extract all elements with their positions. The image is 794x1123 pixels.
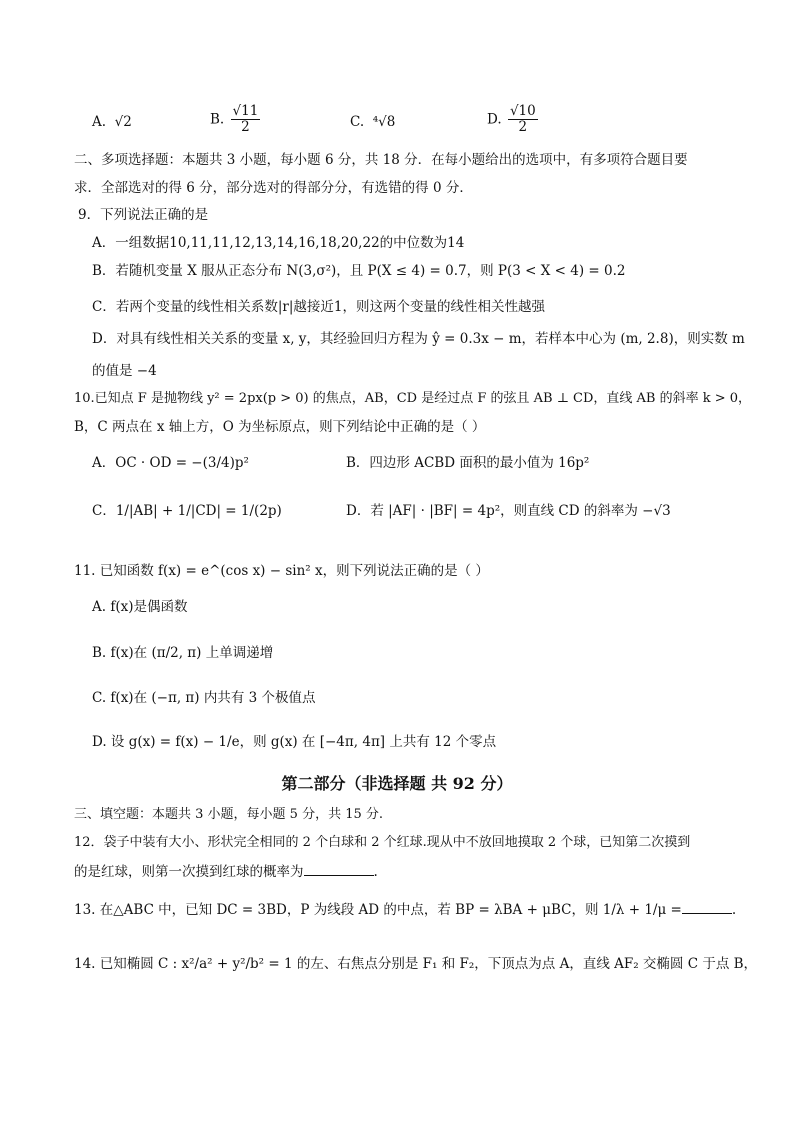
q12-line1: 12．袋子中装有大小、形状完全相同的 2 个白球和 2 个红球.现从中不放回地摸取 2 个球，已知第二次摸到 [74, 835, 691, 850]
q8-option-a: A. √2 [92, 114, 132, 130]
q14-line: 14. 已知椭圆 C : x²/a² + y²/b² = 1 的左、右焦点分别是 F₁ 和 F₂，下顶点为点 A，直线 AF₂ 交椭圆 C 于点 B， [74, 956, 758, 972]
section2-line2: 求．全部选对的得 6 分，部分选对的得部分分，有选错的得 0 分． [74, 180, 473, 196]
q9-option-a: A．一组数据10,11,11,12,13,14,16,18,20,22的中位数为14 [92, 235, 465, 251]
section3-header: 三、填空题：本题共 3 小题，每小题 5 分，共 15 分. [74, 807, 384, 822]
q11-option-a: A. f(x)是偶函数 [92, 599, 188, 615]
q9-stem: 9．下列说法正确的是 [78, 207, 209, 223]
q8-option-c: C. ⁴√8 [350, 114, 396, 130]
q10-stem-line2: B，C 两点在 x 轴上方，O 为坐标原点，则下列结论中正确的是（ ） [74, 419, 486, 435]
q13-answer-blank [682, 901, 732, 914]
q11-option-d: D. 设 g(x) = f(x) − 1/e，则 g(x) 在 [−4π, 4π] 上共有 12 个零点 [92, 734, 497, 750]
section2-line1: 二、多项选择题：本题共 3 小题，每小题 6 分，共 18 分．在每小题给出的选项中，有多项符合题目要 [74, 152, 688, 168]
q9-option-d-line1: D．对具有线性相关关系的变量 x, y，其经验回归方程为 ŷ = 0.3x − m，若样本中心为 (m, 2.8)，则实数 m [92, 331, 745, 347]
part2-title: 第二部分（非选择题 共 92 分） [281, 774, 513, 793]
q10-option-d: D．若 |AF| · |BF| = 4p²，则直线 CD 的斜率为 −√3 [346, 503, 671, 519]
q12-answer-blank [304, 863, 374, 876]
q9-option-c: C．若两个变量的线性相关系数|r|越接近1，则这两个变量的线性相关性越强 [92, 299, 545, 315]
q11-option-b: B. f(x)在 (π/2, π) 上单调递增 [92, 645, 274, 661]
q11-option-c: C. f(x)在 (−π, π) 内共有 3 个极值点 [92, 690, 316, 706]
q10-stem-line1: 10.已知点 F 是抛物线 y² = 2px(p > 0) 的焦点，AB，CD 是经过点 F 的弦且 AB ⊥ CD，直线 AB 的斜率 k > 0， [74, 391, 752, 406]
q9-option-b: B．若随机变量 X 服从正态分布 N(3,σ²)，且 P(X ≤ 4) = 0.7，则 P(3 < X < 4) = 0.2 [92, 263, 626, 279]
q8-option-d: D. $\frac{√10}{2}$ [487, 103, 536, 135]
q13-line: 13. 在△ABC 中，已知 DC = 3BD，P 为线段 AD 的中点，若 BP = λBA + μBC，则 1/λ + 1/μ = . [74, 902, 737, 918]
q9-option-d-line2: 的值是 −4 [92, 363, 157, 379]
q10-option-c: C．1/|AB| + 1/|CD| = 1/(2p) [92, 503, 282, 519]
q10-option-b: B．四边形 ACBD 面积的最小值为 16p² [346, 455, 590, 471]
q8-option-b: B. $\frac{√11}{2}$ [210, 103, 259, 135]
q10-option-a: A．OC · OD = −(3/4)p² [92, 455, 249, 471]
q12-line2: 的是红球，则第一次摸到红球的概率为 . [74, 864, 378, 880]
q11-stem: 11. 已知函数 f(x) = e^(cos x) − sin² x，则下列说法正确的是（ ） [74, 563, 489, 579]
